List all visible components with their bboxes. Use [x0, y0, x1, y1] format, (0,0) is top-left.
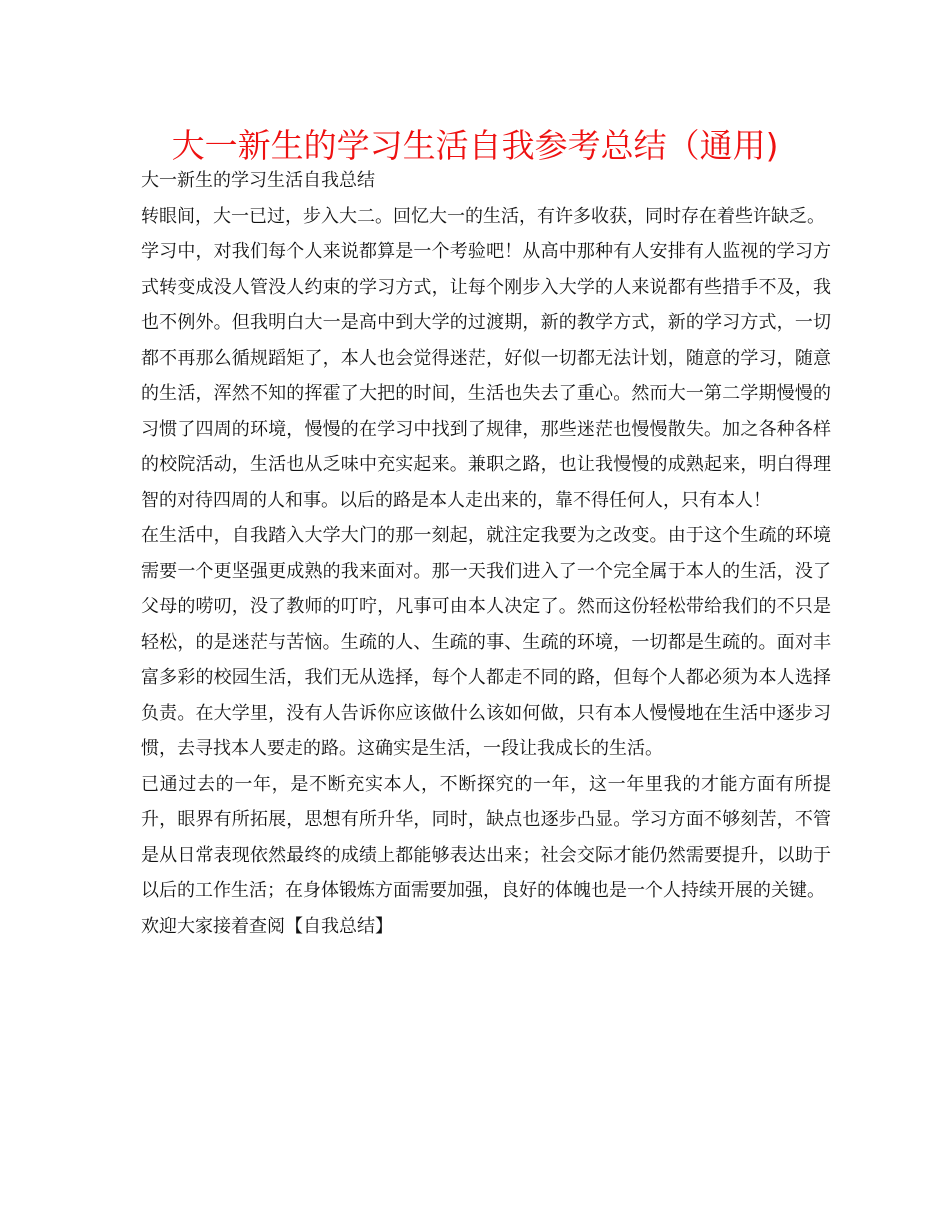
subtitle-paragraph: 大一新生的学习生活自我总结 [141, 170, 375, 191]
study-paragraph: 学习中，对我们每个人来说都算是一个考验吧！从高中那种有人安排有人监视的学习方式转变成没人管没人约束的学习方式，让每个刚步入大学的人来说都有些措手不及，我也不例外。但我明白大一是高中到大学的过渡期，新的教学方式，新的学习方式，一切都不再那么循规蹈矩了，本人也会觉得迷茫，好似一切都无法计划，随意的学习，随意的生活，浑然不知的挥霍了大把的时间，生活也失去了重心。然而大一第二学期慢慢的习惯了四周的环境，慢慢的在学习中找到了规律，那些迷茫也慢慢散失。加之各种各样的校院活动，生活也从乏味中充实起来。兼职之路，也让我慢慢的成熟起来，明白得理智的对待四周的人和事。以后的路是本人走出来的，靠不得任何人，只有本人！ [141, 241, 831, 511]
reflection-paragraph: 已通过去的一年，是不断充实本人，不断探究的一年，这一年里我的才能方面有所提升，眼界有所拓展，思想有所升华，同时，缺点也逐步凸显。学习方面不够刻苦，不管是从日常表现依然最终的成绩上都能够表达出来；社会交际才能仍然需要提升，以助于以后的工作生活；在身体锻炼方面需要加强，良好的体魄也是一个人持续开展的关键。 [141, 773, 831, 901]
document-title: 大一新生的学习生活自我参考总结（通用) [171, 126, 779, 165]
document-body [141, 163, 831, 944]
closing-paragraph: 欢迎大家接着查阅【自我总结】 [141, 915, 393, 937]
intro-paragraph: 转眼间，大一已过，步入大二。回忆大一的生活，有许多收获，同时存在着些许缺乏。 [141, 205, 825, 227]
life-paragraph: 在生活中，自我踏入大学大门的那一刻起，就注定我要为之改变。由于这个生疏的环境需要一个更坚强更成熟的我来面对。那一天我们进入了一个完全属于本人的生活，没了父母的唠叨，没了教师的叮咛，凡事可由本人决定了。然而这份轻松带给我们的不只是轻松，的是迷茫与苦恼。生疏的人、生疏的事、生疏的环境，一切都是生疏的。面对丰富多彩的校园生活，我们无从选择，每个人都走不同的路，但每个人都必须为本人选择负责。在大学里，没有人告诉你应该做什么该如何做，只有本人慢慢地在生活中逐步习惯，去寻找本人要走的路。这确实是生活，一段让我成长的生活。 [141, 525, 831, 759]
